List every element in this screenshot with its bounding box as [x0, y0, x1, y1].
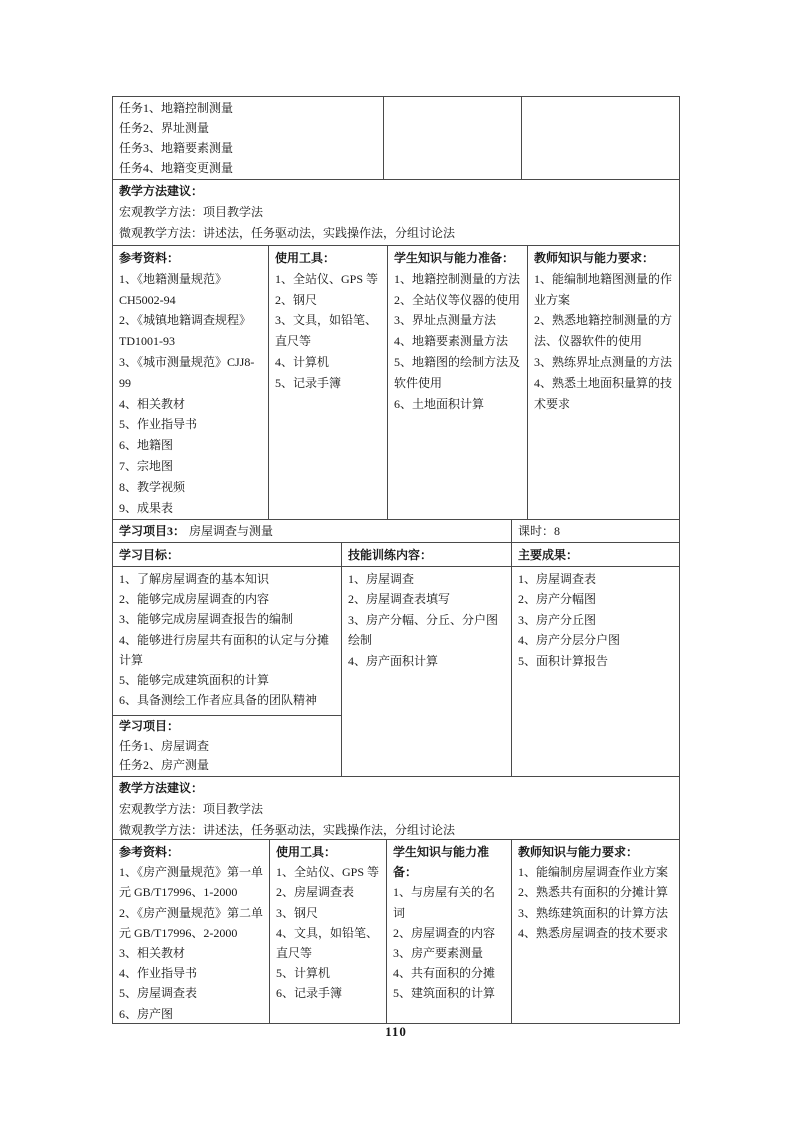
list-line: 2、房屋调查表 — [276, 885, 355, 900]
student-prep-header-2: 学生知识与能力准备： — [393, 845, 490, 880]
list-line: 4、共有面积的分摊 — [393, 966, 496, 981]
learning-tasks-cell — [113, 715, 341, 776]
list-line: 2、熟悉地籍控制测量的方法、仪器软件的使用 — [534, 313, 673, 349]
list-line: 1、《房产测量规范》第一单元 GB/T17996、1-2000 — [119, 865, 264, 900]
list-line: 6、地籍图 — [119, 438, 174, 453]
list-line — [119, 518, 263, 519]
student-prep-header: 学生知识与能力准备： — [394, 251, 515, 265]
list-line: 3、文具，如铅笔、直尺等 — [275, 313, 378, 349]
list-line: 3、房产分幅、分丘、分户图绘制 — [348, 612, 499, 648]
macro-method-line: 宏观教学方法：项目教学法 — [119, 205, 264, 219]
list-line: 3、钢尺 — [276, 905, 319, 920]
list-line: 4、熟悉房屋调查的技术要求 — [518, 925, 669, 940]
list-line: 1、房屋调查 — [348, 572, 415, 586]
list-line: 2、《城镇地籍调查规程》TD1001-93 — [119, 313, 252, 349]
teaching-methods-title: 教学方法建议： — [119, 184, 204, 198]
list-line: 任务1、房屋调查 — [119, 738, 210, 753]
tools-list — [275, 269, 382, 394]
list-line: 6、房产图 — [119, 1006, 174, 1021]
outcomes-header-cell: 主要成果： — [511, 543, 679, 566]
outcomes-column — [511, 567, 679, 776]
teacher-req-list — [534, 269, 674, 415]
prep-section-2 — [113, 839, 679, 1023]
list-line: 3、《城市测量规范》CJJ8-99 — [119, 354, 255, 390]
list-line: 4、地籍要素测量方法 — [394, 334, 509, 349]
teacher-req-header-2: 教师知识与能力要求： — [518, 845, 639, 859]
list-line: 4、房产面积计算 — [348, 653, 439, 668]
project3-title-row — [113, 519, 679, 542]
project3-title-cell — [113, 520, 511, 542]
goals-header-cell: 学习目标： — [119, 548, 180, 562]
tools-header-2: 使用工具： — [276, 845, 337, 859]
list-line: 2、房产分幅图 — [518, 592, 597, 607]
empty-cell-right — [521, 97, 679, 179]
list-line: 2、《房产测量规范》第二单元 GB/T17996、2-2000 — [119, 905, 264, 940]
teaching-methods-section-1 — [113, 179, 679, 245]
list-line: 2、全站仪等仪器的使用 — [394, 292, 521, 307]
list-line: 4、计算机 — [275, 354, 330, 369]
list-line: 4、作业指导书 — [119, 966, 198, 981]
list-line: 4、熟悉土地面积量算的技术要求 — [534, 375, 673, 411]
references-list-2 — [119, 862, 264, 1023]
list-line: 1、房屋调查表 — [518, 572, 597, 586]
list-line: 5、作业指导书 — [119, 417, 198, 432]
empty-cell-middle — [383, 97, 521, 179]
page-number: 110 — [385, 1024, 407, 1039]
list-line: 1、能编制房屋调查作业方案 — [518, 865, 669, 880]
teaching-methods-cell — [113, 180, 679, 245]
list-line: 1、了解房屋调查的基本知识 — [119, 572, 270, 586]
list-line: 3、房产分丘图 — [518, 612, 597, 627]
list-line: 1、能编制地籍图测量的作业方案 — [534, 271, 673, 307]
list-line: 3、能够完成房屋调查报告的编制 — [119, 612, 294, 627]
list-line: 3、房产要素测量 — [393, 946, 484, 961]
list-line: 任务1、地籍控制测量 — [119, 101, 234, 115]
task-list-cell — [113, 97, 383, 179]
macro-method-line-2: 宏观教学方法：项目教学法 — [119, 802, 264, 816]
list-line: 2、房屋调查的内容 — [393, 925, 496, 940]
list-line: 5、能够完成建筑面积的计算 — [119, 673, 270, 688]
list-line: 4、文具，如铅笔、直尺等 — [276, 925, 379, 961]
list-line: 5、计算机 — [276, 966, 331, 981]
list-line: 9、成果表 — [119, 500, 174, 515]
references-header-2: 参考资料： — [119, 845, 180, 859]
tools-column-2 — [269, 840, 386, 1023]
tools-header: 使用工具： — [275, 251, 336, 265]
project3-content-row — [113, 566, 679, 776]
project3-header-row — [113, 542, 679, 566]
list-line: 4、相关教材 — [119, 396, 186, 411]
tools-list-2 — [276, 862, 381, 1003]
project3-label: 学习项目3： — [119, 524, 186, 538]
list-line: 2、钢尺 — [275, 292, 318, 307]
list-line: 任务4、地籍变更测量 — [119, 161, 234, 175]
list-line: 5、地籍图的绘制方法及软件使用 — [394, 354, 521, 390]
list-line: 5、面积计算报告 — [518, 653, 609, 668]
teacher-req-header: 教师知识与能力要求： — [534, 251, 655, 265]
list-line: 1、全站仪、GPS 等 — [276, 865, 380, 880]
references-column-2 — [113, 840, 269, 1023]
list-line: 8、教学视频 — [119, 479, 186, 494]
goals-list — [113, 567, 341, 715]
student-prep-column-2 — [386, 840, 511, 1023]
teaching-methods-title-2: 教学方法建议： — [119, 781, 204, 795]
list-line: 2、熟悉共有面积的分摊计算 — [518, 885, 669, 900]
list-line: 5、房屋调查表 — [119, 986, 198, 1001]
prep-section-1 — [113, 245, 679, 519]
list-line: 6、记录手簿 — [276, 986, 343, 1001]
teacher-req-column-2 — [511, 840, 679, 1023]
teacher-req-column — [527, 246, 679, 519]
references-header: 参考资料： — [119, 251, 180, 265]
teacher-req-list-2 — [518, 862, 674, 943]
list-line: 1、全站仪、GPS 等 — [275, 271, 379, 286]
list-line: 2、能够完成房屋调查的内容 — [119, 592, 270, 607]
student-prep-list-2 — [393, 882, 506, 1003]
skills-column — [341, 567, 511, 776]
skills-header-cell: 技能训练内容： — [341, 543, 511, 566]
learning-tasks-list — [119, 737, 336, 776]
list-line: 4、能够进行房屋共有面积的认定与分摊计算 — [119, 632, 330, 667]
list-line: 3、界址点测量方法 — [394, 313, 497, 328]
list-line: 任务3、地籍要素测量 — [119, 141, 234, 155]
list-line: 1、《地籍测量规范》CH5002-94 — [119, 271, 228, 307]
teaching-methods-section-2 — [113, 776, 679, 839]
student-prep-list — [394, 269, 522, 415]
learning-tasks-header: 学习项目： — [119, 719, 180, 733]
list-line: 3、相关教材 — [119, 946, 186, 961]
list-line: 7、宗地图 — [119, 458, 174, 473]
references-list — [119, 269, 263, 519]
list-line: 1、地籍控制测量的方法 — [394, 271, 521, 286]
list-line: 6、土地面积计算 — [394, 396, 485, 411]
references-column — [113, 246, 268, 519]
list-line: 3、熟练界址点测量的方法 — [534, 354, 673, 369]
list-line: 5、记录手簿 — [275, 375, 342, 390]
project3-name: 房屋调查与测量 — [189, 524, 274, 538]
goals-column — [113, 567, 341, 776]
list-line: 2、房屋调查表填写 — [348, 592, 451, 607]
list-line: 1、与房屋有关的名词 — [393, 885, 496, 920]
list-line: 6、具备测绘工作者应具备的团队精神 — [119, 693, 318, 708]
micro-method-line-2: 微观教学方法：讲述法，任务驱动法，实践操作法，分组讨论法 — [119, 823, 456, 837]
student-prep-column — [387, 246, 527, 519]
list-line: 4、房产分层分户图 — [518, 633, 621, 648]
teaching-methods-cell-2 — [113, 777, 679, 839]
project3-hours-cell: 课时：8 — [511, 520, 679, 542]
tools-column — [268, 246, 387, 519]
list-line: 5、建筑面积的计算 — [393, 986, 496, 1001]
micro-method-line: 微观教学方法：讲述法，任务驱动法，实践操作法，分组讨论法 — [119, 226, 456, 240]
syllabus-table — [112, 96, 680, 1024]
continuation-task-row — [113, 97, 679, 179]
list-line: 任务2、界址测量 — [119, 121, 210, 135]
list-line: 3、熟练建筑面积的计算方法 — [518, 905, 669, 920]
list-line: 任务2、房产测量 — [119, 758, 210, 772]
